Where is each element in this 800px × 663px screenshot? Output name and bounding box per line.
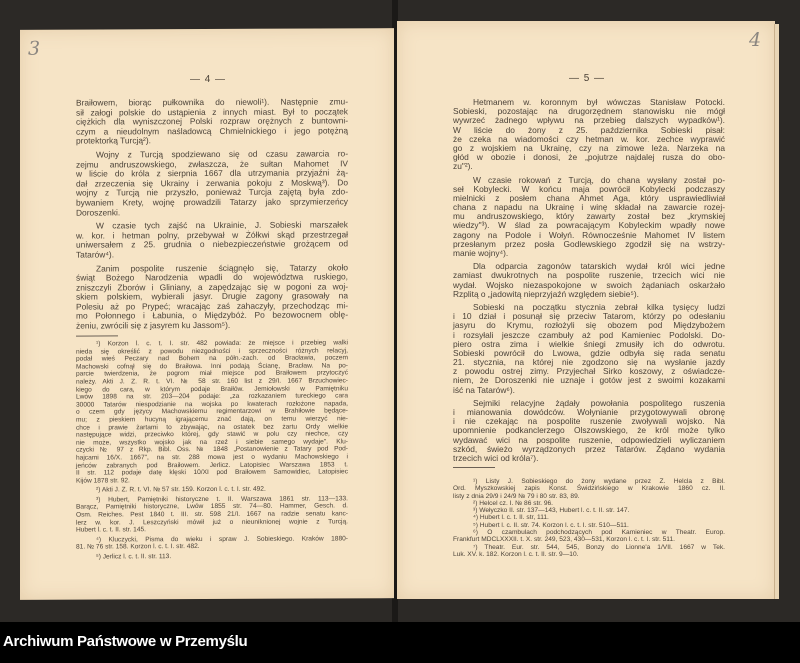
text-line: piero ostra zima i wielkie śniegi zmusiły ich do odwrotu.	[453, 338, 725, 349]
text-line: Wojny z Turcją spodziewano się od czasu zawarcia ro-	[96, 148, 348, 160]
text-line: ⁴) Kluczycki, Pisma do wieku i spraw J. Sobieskiego. Kraków 1880-	[96, 535, 348, 544]
text-line: Hubert l. c. t. II. str. 145.	[76, 526, 146, 534]
text-line: seł Kobylecki. W końcu maja powrócił Kobylecki podczaszy	[453, 183, 725, 194]
page-number: — 4 —	[189, 73, 227, 86]
text-line: Luk. XV. k. 182. Korzon l. c. t. II. str. 9—10.	[453, 550, 579, 558]
text-line: Braiłowem, biorąc pułkownika do niewoli¹). Następnie zmu-	[76, 96, 348, 108]
footnotes	[453, 478, 725, 558]
text-line: jeńców zabranych pod Braiłowem. Jerlicz. Latopisiec Warszawa 1853 t.	[76, 460, 348, 470]
footnote	[76, 535, 348, 551]
paragraph	[453, 176, 725, 259]
text-line: 30000 Tatarów niespodzianie na wojska po kwaterach rozłożone napada,	[76, 400, 348, 409]
text-line: świąt Bożego Narodzenia wpadli do województwa ruskiego,	[76, 271, 348, 283]
text-line: W czasie rokowań z Turcją, do chana wysłany został po-	[473, 174, 725, 185]
text-line: skiem polskiem, wybierali jasyr. Drugie zagony grasowały na	[76, 290, 348, 302]
text-line: mu; z pieskiem hucyną igrającemu znać dają, on temu wierzyć nie-	[76, 415, 348, 424]
text-line: wywrzeć żadnego wpływu na przebieg dalszych wypadków¹).	[453, 115, 725, 126]
text-line: zamiast dwukrotnych na pospolite ruszenie, trzecich wici nie	[453, 270, 725, 281]
handwritten-folio-number: 3	[28, 37, 41, 60]
text-line: zniszczyli Zborów i Gliniany, a zapędzając się w pogoni za woj-	[76, 281, 348, 293]
paragraph	[453, 98, 725, 172]
text-line: protektorką Turcją²).	[76, 135, 151, 146]
text-line: W liście do żony z 25. października Sobieski pisał:	[453, 124, 725, 135]
text-line: i 10 dział i posunął się przeciw Tatarom, którzy po odesłaniu	[453, 311, 725, 322]
text-line: i nie czekając na pospolite ruszenie zwoływali wojsko. Na	[453, 416, 725, 427]
archive-footer-bar	[0, 622, 800, 663]
footnote	[76, 339, 348, 484]
text-line: szkód, świeżo wyrządzonych przez Tatarów. Żądano wydania	[453, 443, 725, 454]
text-line: należy. Akti J. Z. R. t. VI. № 58 str. 160 list z 29/I. 1667 Brzuchowiec-	[76, 377, 348, 386]
text-line: iść na Tatarów⁶).	[453, 384, 515, 395]
text-line: mu andruszowskiego, który zawarty został bez „krymskiej	[453, 211, 725, 222]
text-line: i mianowania dowódców. Wołynianie przygotowywali obronę	[453, 407, 725, 417]
footnote	[76, 552, 348, 561]
text-line: Doroszenki.	[76, 206, 121, 218]
footnote	[453, 529, 725, 544]
footnote	[453, 500, 725, 507]
text-line: mo Połonnego i Łabunia, o Międzybóż. Po bezowocnem oblę-	[76, 309, 348, 322]
footnote-separator	[76, 335, 118, 336]
text-line: Tatarów⁴).	[76, 249, 115, 260]
text-line: Hetmanem w. koronnym był wówczas Stanisław Potocki.	[473, 97, 725, 107]
text-line: sił załogi polskie do ustąpienia z innych miast. Był to początek	[76, 105, 348, 118]
text-line: Frankfurt MDCLXXXII. t. X. str. 249, 523, 430—531, Korzon l. c. t. I. str. 511.	[453, 536, 675, 544]
text-line: mielnicki z posłem chana Ahmet Aga, który usprawiedliwiał	[453, 192, 725, 203]
footnote	[453, 514, 725, 521]
text-line: Dla odparcia zagonów tatarskich wydał król wici jedne	[473, 261, 725, 272]
text-line: ⁵) Jerlicz l. c. t. II. str. 113.	[96, 553, 172, 561]
text-line: Barącz, Pamiętniki historyczne, Lwów 1855 str. 74—80. Hammer, Gesch. d.	[76, 502, 348, 512]
text-line: Machowski cofnął się do Braiłowa. Inni podają Ścianę, Bracław. Na po-	[76, 362, 348, 371]
text-line: ²) Helcel cz. I. № 86 str. 96.	[473, 499, 553, 507]
text-line: nieda się określić z powodu niezgodności i sprzeczności różnych relacyj,	[76, 346, 348, 356]
text-line: w liście do króla z sierpnia 1667 dla utrzymania przyjaźni żą-	[76, 167, 348, 179]
text-line: W czasie tych zajść na Ukrainie, J. Sobieski marszałek	[96, 219, 348, 231]
text-line: że czeka na wiadomości czy hetman w. kor. zechce wyprawić	[453, 133, 725, 144]
paragraph	[453, 399, 725, 463]
text-line: zejmu andruszowskiego, zwłaszcza, że sułtan Mahomet IV	[76, 157, 348, 170]
text-line: Sobieski na początku stycznia zebrał kilka tysięcy ludzi	[473, 301, 725, 312]
text-line: następujące widzi, przeciwko której, gdy stawić w polu czy niechce, czy	[76, 430, 348, 439]
right-page	[397, 21, 775, 599]
text-line: przesłanym przez posła Godlewskiego zgodził się na wstrzy-	[453, 238, 725, 249]
text-line: niem, że Doroszenki nie uznaje i gotów jest z swoimi kozakami	[453, 375, 725, 386]
paragraph	[76, 97, 348, 146]
text-line: z powodu ostrej zimy. Przyjechał Sirko koszowy, z oświadcze-	[453, 366, 725, 377]
text-line: bywaniem Krety, wojnę prowadzili Tatarzy jako sprzymierzeńcy	[76, 196, 348, 208]
text-line: lerz w. kor. J. Leszczyński mówił już o nieuniknionej wojnie z Turcją.	[76, 518, 348, 527]
text-line: Kijów 1878 str. 92.	[76, 477, 130, 485]
text-line: uniwersałem z 25. grudnia o niebezpieczeństwie grożącem od	[76, 238, 348, 250]
text-line: chana z napadu na Ukrainę i winę składał na zawarcie rozej-	[453, 202, 725, 213]
footnote	[76, 495, 348, 534]
footnote	[453, 544, 725, 559]
text-line: wiedzy"³). W ślad za powracającym Kobyleckim wpadły nowe	[453, 220, 725, 231]
text-line: parcie twierdzenia, że pogrom miał miejsce pod Braiłowem przytoczyć	[76, 369, 348, 378]
text-line: wydawać wici na pospolite ruszenie, odpowiedzieli wyliczaniem	[453, 434, 725, 445]
text-line: ³) Wełyczko II. str. 137—143, Hubert l. c. t. II. str. 147.	[473, 507, 630, 515]
text-line: w. kor. i hetman polny, przebywał w Żółkwi skąd przestrzegał	[76, 229, 348, 241]
footnotes	[76, 339, 348, 561]
text-line: manie wojny⁴).	[453, 248, 509, 258]
footnote	[76, 486, 348, 495]
text-line: ³) Hubert, Pamiętniki historyczne t. II. Warszawa 1861 str. 113—133.	[96, 495, 348, 504]
text-line: Lwów 1898 na str. 203—204 podaje: „za rozkazaniem tureckiego cara	[76, 392, 348, 401]
text-line: go z wojskiem na Ukrainę, czy na zimowe leża. Narzeka na	[453, 142, 725, 153]
text-line: chce i prawie żartami to zbywając, na ostatek bez żartu Ordy wielkie	[76, 422, 348, 432]
text-line: wydał. Wojsko niezaspokojone w swoich żądaniach oskarżało	[453, 279, 725, 290]
text-line: ciężkich dla wyniszczonej Polski rozpraw orężnych z buntowni-	[76, 115, 348, 127]
text-line: ¹) Listy J. Sobieskiego do żony wydane przez Z. Helcla z Bibl.	[473, 478, 725, 485]
text-line: 81. № 76 str. 158. Korzon l. c. t. I. str. 482.	[76, 543, 200, 552]
text-line: ²) Akti J. Z. R. t. VI. № 57 str. 159. Korzon l. c. t. I. str. 492.	[96, 486, 266, 494]
footnote	[453, 478, 725, 500]
main-text	[453, 98, 725, 463]
text-line: 21. stycznia, na której nie zgodzono się na wysłanie jazdy	[453, 357, 725, 368]
page-edges	[774, 24, 779, 599]
text-line: żeniu, zwrócili się z jasyrem ku Jassom⁵).	[76, 319, 231, 331]
text-line: ⁴) Hubert l. c. t. II. str, 111.	[473, 514, 549, 522]
paragraph	[76, 221, 348, 261]
left-page	[20, 28, 394, 600]
text-line: ⁵) Hubert l. c. II. str. 74. Korzon l. c. t. I. str. 510—511.	[473, 521, 629, 529]
footnote-separator	[453, 467, 495, 468]
handwritten-folio-number: 4	[749, 29, 762, 51]
page-number: — 5 —	[568, 73, 606, 84]
text-line: ⁷) Theatr. Eur. str. 544, 545, Bonzy do Lionne'a 1/VII. 1667 w Tek.	[473, 543, 725, 551]
text-line: II str. 112 podaje datę klęski 10/XI pod Braiłowem Samowidiec, Latopisiec	[76, 468, 348, 477]
text-line: Sejmiki relacyjne żądały powołania pospolitego ruszenia	[473, 397, 725, 408]
text-line: ¹) Korzon l. c. t. I. str. 482 powiada: że miejsce i przebieg walki	[96, 339, 348, 348]
footnote	[453, 507, 725, 514]
paragraph	[76, 263, 348, 331]
text-line: o czem gdy języcy Machowskiemu regimentarzowi w Brahiłowie będące-	[76, 407, 348, 416]
text-line: trzecich wici od króla⁷).	[453, 452, 539, 463]
text-line: głód w obozie i donosi, że „pojutrze najdalej rusza do obo-	[453, 152, 725, 163]
text-line: nie może, wszystko wojsko jak na rzeź i siebie samego wydaje". Klu-	[76, 438, 348, 447]
text-line: czym a nieudolnym naśladowcą Chmielnickiego i jego potężną	[76, 125, 348, 137]
text-line: i rozsyłali jeszcze czambuły aż pod Kamieniec Podolski. Do-	[453, 329, 725, 340]
text-line: Osm. Reiches. Pest 1840 t. III. str. 598 21/I. 1667 na radzie senatu kanc-	[76, 510, 348, 519]
paragraph	[453, 262, 725, 299]
text-line: listy z dnia 29/9 i 24/9 № 79 i 80 str. 83, 89.	[453, 492, 580, 500]
archive-name: Archiwum Państwowe w Przemyślu	[3, 633, 248, 650]
text-line: kiego do cara, w którym podaje Braiłów. Jemiołowski w Pamiętniku	[76, 384, 348, 394]
text-line: zagony na Podole i Wołyń. Równocześnie Mahomet IV listem	[453, 229, 725, 240]
text-line: wojny z Turcją nie przyszło, ponieważ Turcja zajętą była zdo-	[76, 186, 348, 198]
text-line: Zanim pospolite ruszenie ściągnęło się, Tatarzy około	[96, 261, 348, 273]
text-line: podał wieś Peczary nad Bohem na półn.-zach. od Bracławia, poczem	[76, 354, 348, 363]
text-line: dał zrzeczenia się Ukrainy i zerwania pokoju z Moskwą³). Do	[76, 177, 348, 189]
text-line: Ord. Myszkowskiej zapis Konst. Świdzińskiego w Krakowie 1860 cz. II.	[453, 485, 725, 493]
paragraph	[76, 149, 348, 217]
main-text	[76, 97, 348, 331]
footnote	[453, 522, 725, 529]
paragraph	[453, 303, 725, 395]
text-line: ⁶) O czambulach podchodzących pod Kamieniec w Theatr. Europ.	[473, 529, 725, 537]
text-line: Rzplitą o „jadowitą nieprzyjaźń względem siebie⁵).	[453, 288, 639, 299]
text-line: Sobieski powrócił do Lwowa, gdzie odbyła się rada senatu	[453, 347, 725, 358]
text-line: zu"²).	[453, 161, 473, 172]
text-line: Sobieski, pozostając na drugorzędnem stanowisku nie mógł	[453, 106, 725, 117]
text-line: hajcami 16/X. 1667", na str. 288 mowa jest o wydaniu Machowskiego i	[76, 453, 348, 462]
text-line: Polesiu aż po Prypeć; wracając zaś zahaczyły, przechodząc mi-	[76, 300, 348, 312]
text-line: upomnienie podkanclerzego Olszowskiego, że król może tylko	[453, 425, 725, 436]
text-line: jasyru do Krymu, rozłożyli się obozem pod Międzybożem	[453, 320, 725, 331]
text-line: czycki № 97 z Rkp. Bibl. Oss. № 1848 „Postanowienie z Tatary pod Pod-	[76, 445, 348, 454]
